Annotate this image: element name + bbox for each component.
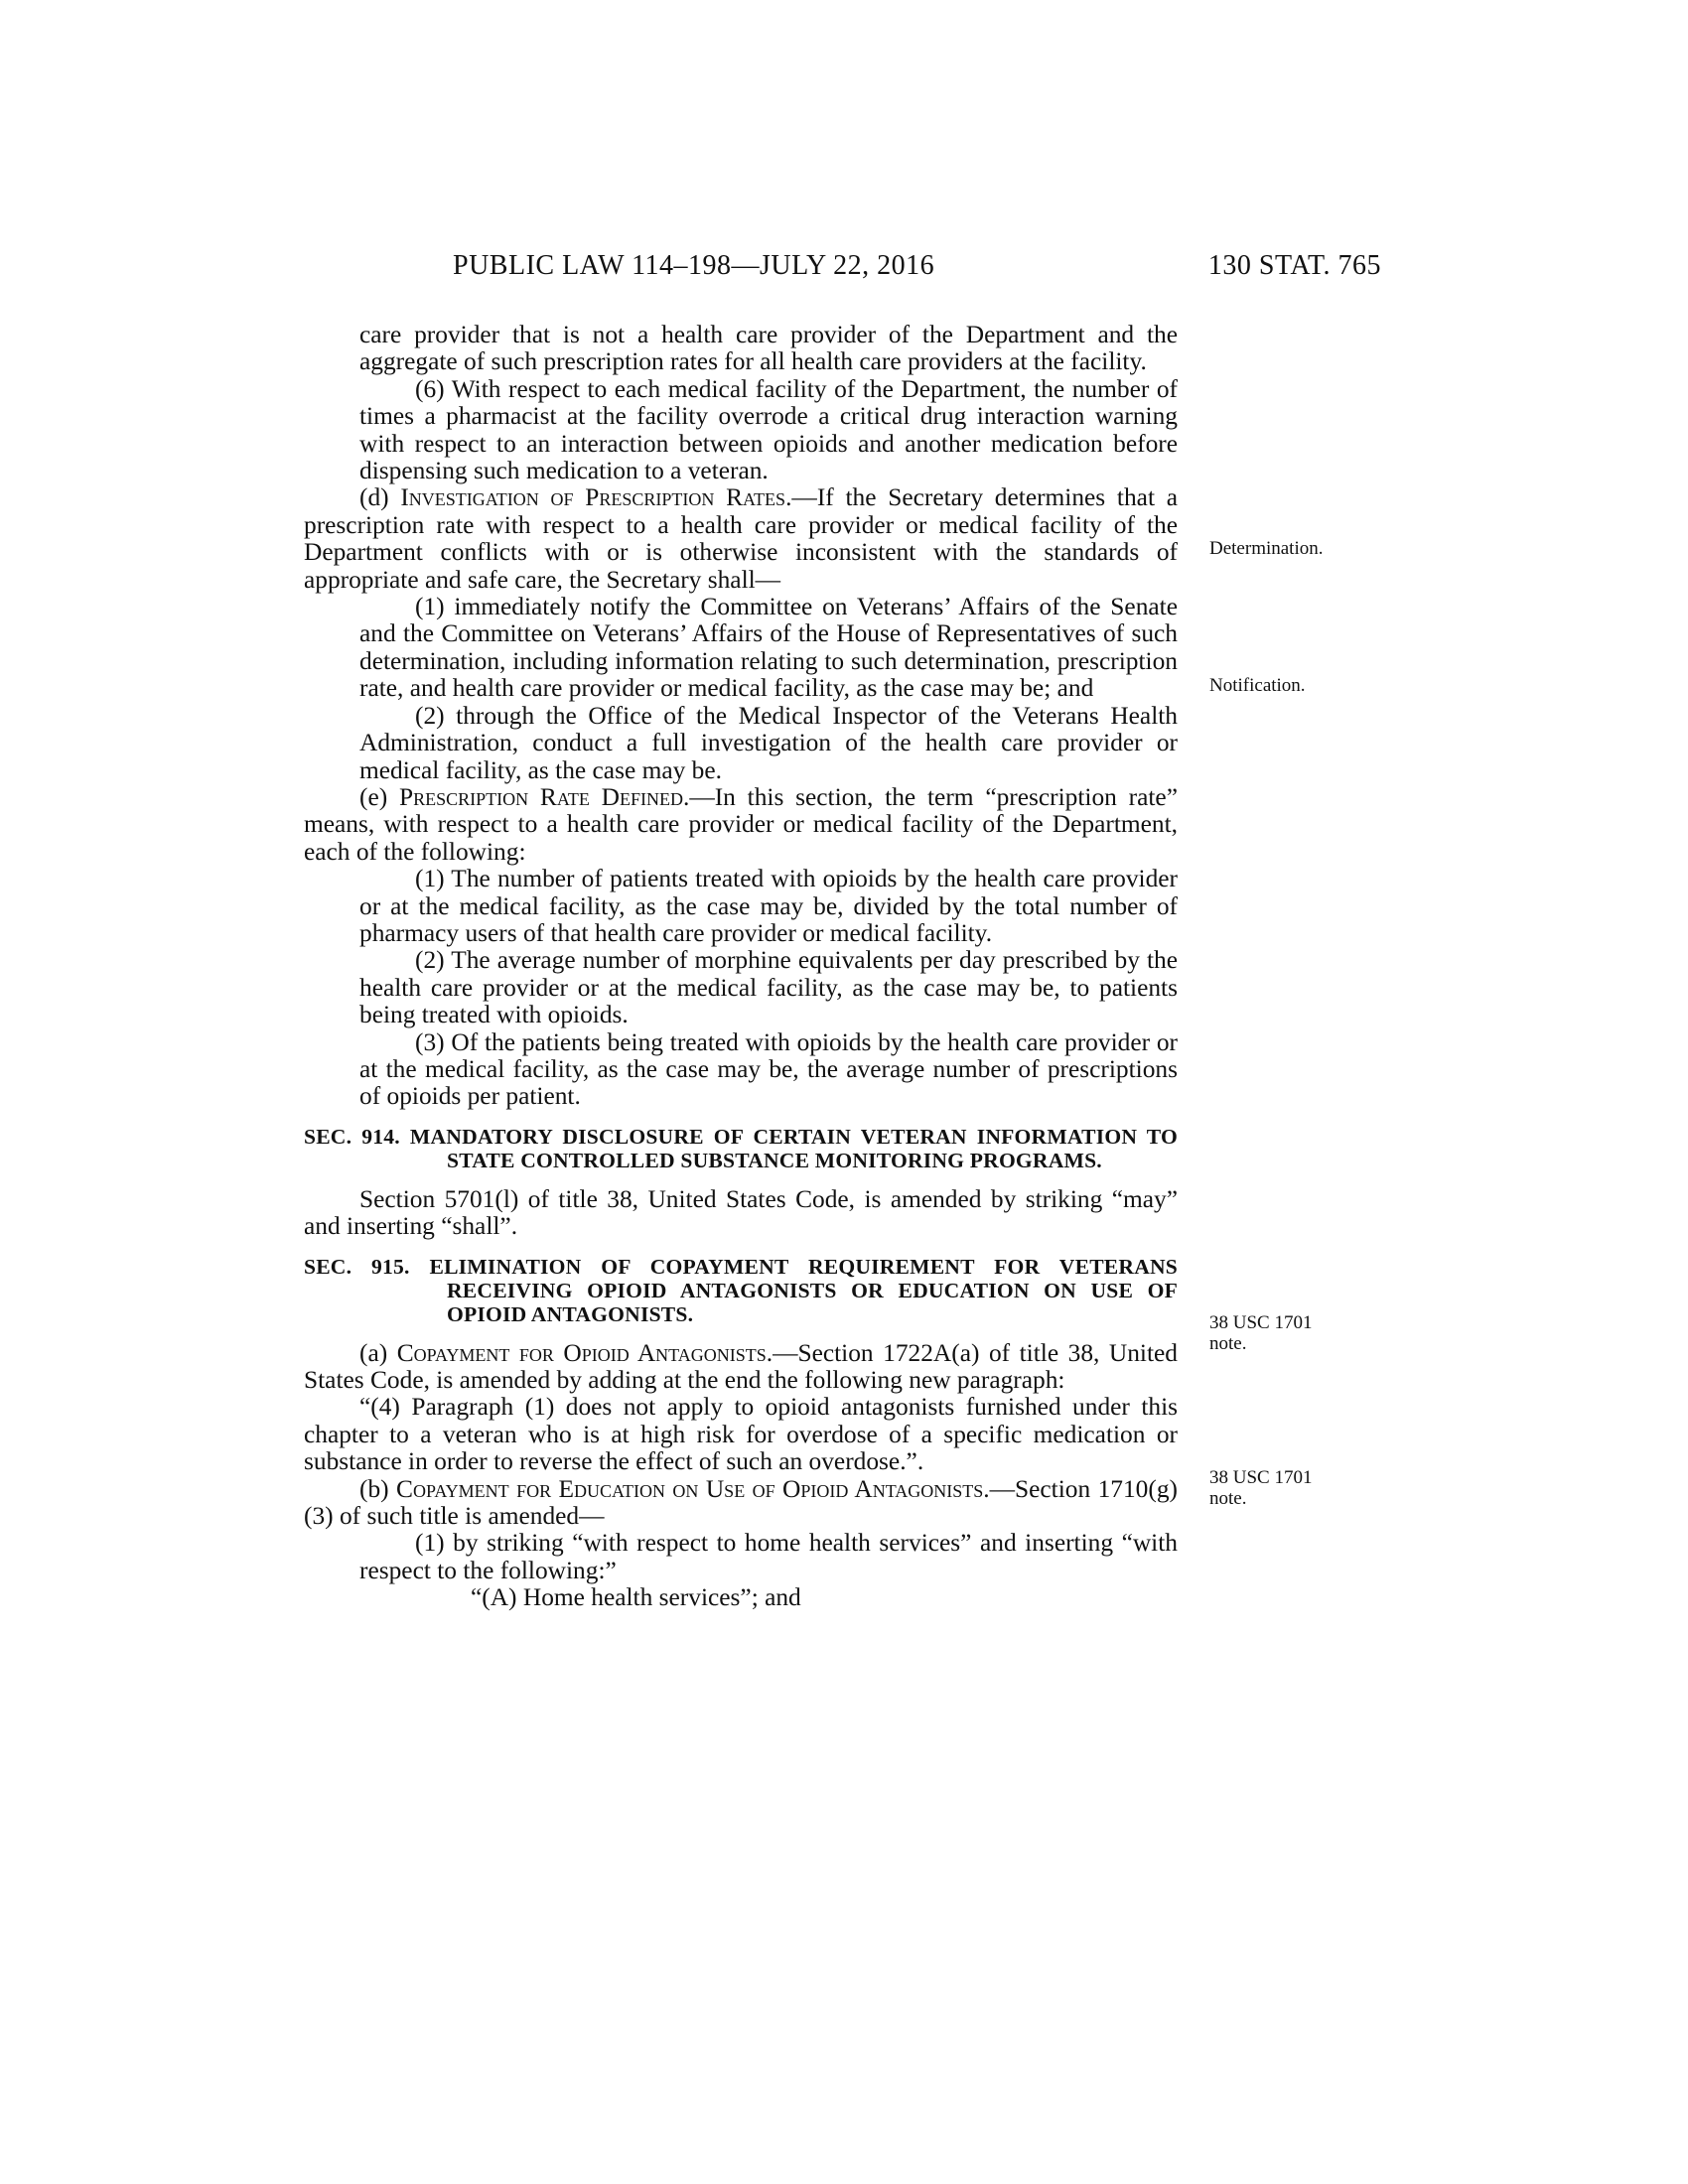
subsection-e-heading: Prescription Rate Defined.: [398, 782, 690, 811]
page-header: [453, 250, 1381, 290]
margin-note-sec915: 38 USC 1701 note.: [1209, 1467, 1313, 1509]
paragraph-continuation: care provider that is not a health care provider of the Department and the aggregate of such prescription rates for all health care providers at the facility.: [359, 321, 1178, 376]
subsection-a-label: (a): [359, 1338, 388, 1367]
quoted-paragraph-4: “(4) Paragraph (1) does not apply to opioid antagonists furnished under this chapter to a veteran who is at high risk for overdose of a specific medication or substance in order to reverse the effect of such an overdose.”.: [304, 1393, 1178, 1476]
paragraph-e1: (1) The number of patients treated with opioids by the health care provider or at the medical facility, as the case may be, divided by the total number of pharmacy users of that health care provider or medical facility.: [359, 865, 1178, 947]
subsection-b-heading: Copayment for Education on Use of Opioid Antagonists.: [396, 1474, 990, 1503]
subsection-a: [304, 1340, 1178, 1395]
running-head-title: PUBLIC LAW 114–198—JULY 22, 2016: [453, 250, 935, 281]
statute-page-number: 130 STAT. 765: [1207, 250, 1381, 281]
subsection-a-text: —Section 1722A(a) of title 38, United States Code, is amended by adding at the end the following new paragraph:: [304, 1338, 1178, 1394]
subsection-d-heading: Investigation of Prescription Rates.: [400, 483, 792, 512]
subsection-b-label: (b): [359, 1474, 389, 1503]
paragraph-c6: (6) With respect to each medical facility of the Department, the number of times a pharmacist at the facility overrode a critical drug interaction warning with respect to an interaction between opioids and another medication before dispensing such medication to a veteran.: [359, 374, 1178, 485]
section-915-heading: SEC. 915. ELIMINATION OF COPAYMENT REQUIREMENT FOR VETERANS RECEIVING OPIOID ANTAGONISTS OR EDUCATION ON USE OF OPIOID ANTAGONISTS.: [304, 1254, 1178, 1326]
margin-note-sec914: 38 USC 1701 note.: [1209, 1312, 1313, 1354]
subsection-b-text: —Section 1710(g)(3) of such title is amended—: [304, 1474, 1178, 1531]
subsection-b: [304, 1476, 1178, 1531]
section-914-heading: SEC. 914. MANDATORY DISCLOSURE OF CERTAIN VETERAN INFORMATION TO STATE CONTROLLED SUBSTANCE MONITORING PROGRAMS.: [304, 1124, 1178, 1172]
margin-note-determination: Determination.: [1209, 538, 1324, 559]
subsection-d: [304, 484, 1178, 594]
paragraph-d1: (1) immediately notify the Committee on Veterans’ Affairs of the Senate and the Committee on Veterans’ Affairs of the House of Representatives of such determination, including information relating to such determination, prescription rate, and health care provider or medical facility, as the case may be; and: [359, 593, 1178, 703]
subsection-e-text: —In this section, the term “prescription rate” means, with respect to a health care provider or medical facility of the Department, each of the following:: [304, 782, 1178, 866]
paragraph-e3: (3) Of the patients being treated with opioids by the health care provider or at the medical facility, as the case may be, the average number of prescriptions of opioids per patient.: [359, 1027, 1178, 1111]
subparagraph-bA: “(A) Home health services”; and: [471, 1583, 801, 1612]
section-914-text: Section 5701(l) of title 38, United States Code, is amended by striking “may” and inserting “shall”.: [304, 1184, 1178, 1241]
document-body: [304, 322, 1178, 1612]
paragraph-b1: (1) by striking “with respect to home health services” and inserting “with respect to the following:”: [359, 1529, 1178, 1584]
paragraph-d2: (2) through the Office of the Medical Inspector of the Veterans Health Administration, conduct a full investigation of the health care provider or medical facility, as the case may be.: [359, 701, 1178, 784]
paragraph-e2: (2) The average number of morphine equivalents per day prescribed by the health care provider or at the medical facility, as the case may be, to patients being treated with opioids.: [359, 946, 1178, 1029]
subsection-d-text: —If the Secretary determines that a prescription rate with respect to a health care provider or medical facility of the Department conflicts with or is otherwise inconsistent with the standards of appropriate and safe care, the Secretary shall—: [304, 483, 1178, 594]
subsection-d-label: (d): [359, 483, 389, 512]
subsection-e: [304, 784, 1178, 866]
subsection-e-label: (e): [359, 782, 388, 811]
margin-note-notification: Notification.: [1209, 675, 1306, 696]
subsection-a-heading: Copayment for Opioid Antagonists.: [396, 1338, 774, 1367]
